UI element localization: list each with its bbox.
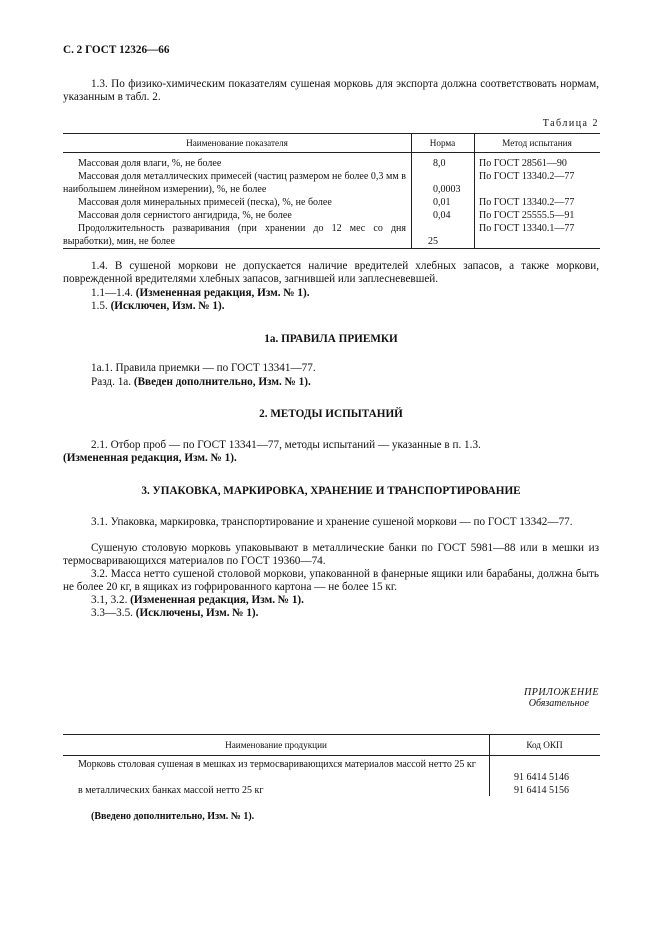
table-2-row-norm: 0,04 (433, 210, 451, 221)
paragraph-1a-1: 1а.1. Правила приемки — по ГОСТ 13341—77. (91, 362, 316, 374)
appendix-row-name: Морковь столовая сушеная в мешках из термосваривающихся материалов массой нетто 25 кг (78, 759, 476, 770)
table-2-row-method: По ГОСТ 13340.1—77 (479, 223, 575, 234)
amendment-section-1a: Разд. 1а. (Введен дополнительно, Изм. № 1). (91, 376, 311, 388)
paragraph-1-3: 1.3. По физико-химическим показателям сушеная морковь для экспорта должна соответствовать нормам, указанным в табл. 2. (63, 78, 599, 103)
paragraph-3-2: 3.2. Масса нетто сушеной столовой моркови, упакованной в фанерные ящики или барабаны, должна быть не более 20 кг, в ящиках из гофрированного картона — не более 15 кг. (63, 568, 599, 593)
amendment-1-1-1-4: 1.1—1.4. (Измененная редакция, Изм. № 1). (91, 287, 310, 299)
table-2-row-name: Массовая доля влаги, %, не более (78, 158, 222, 169)
table-2-row-norm: 0,01 (433, 197, 451, 208)
table-2-row-method: По ГОСТ 28561—90 (479, 158, 567, 169)
paragraph-1-4: 1.4. В сушеной моркови не допускается наличие вредителей хлебных запасов, а также моркови, поврежденной вредителями хлебных запасов, загнившей или заплесневевшей. (63, 260, 599, 285)
table-2-header-name: Наименование показателя (186, 138, 288, 148)
section-2-heading: 2. МЕТОДЫ ИСПЫТАНИЙ (259, 408, 403, 420)
paragraph-3-1: 3.1. Упаковка, маркировка, транспортирование и хранение сушеной моркови — по ГОСТ 13342—77. (91, 516, 573, 528)
section-3-heading: 3. УПАКОВКА, МАРКИРОВКА, ХРАНЕНИЕ И ТРАНСПОРТИРОВАНИЕ (141, 485, 521, 497)
table-2-row-norm: 8,0 (433, 158, 446, 169)
paragraph-2-1: 2.1. Отбор проб — по ГОСТ 13341—77, методы испытаний — указанные в п. 1.3. (91, 439, 481, 451)
table-2-label: Таблица 2 (542, 118, 599, 129)
table-2-header-method: Метод испытания (502, 138, 572, 148)
table-2-row-norm: 25 (428, 236, 438, 247)
amendment-3-1-3-2: 3.1, 3.2. (Измененная редакция, Изм. № 1). (91, 594, 304, 606)
appendix-title: ПРИЛОЖЕНИЕ (524, 687, 599, 698)
table-2-row-norm: 0,0003 (433, 184, 461, 195)
table-2-row-name: Продолжительность разваривания (при хранении до 12 мес со дня выработки), мин, не более (63, 223, 406, 247)
appendix-row-code: 91 6414 5156 (514, 785, 569, 796)
table-2-row-method: По ГОСТ 25555.5—91 (479, 210, 575, 221)
table-2-row-name: Массовая доля металлических примесей (частиц размером не более 0,3 мм в наибольшем линейном измерении), %, не более (63, 171, 406, 195)
appendix-row-name: в металлических банках массой нетто 25 кг (78, 785, 264, 796)
table-2-header-norm: Норма (429, 138, 456, 148)
table-2-row-method: По ГОСТ 13340.2—77 (479, 171, 575, 182)
appendix-subtitle: Обязательное (528, 698, 589, 709)
section-1a-heading: 1а. ПРАВИЛА ПРИЕМКИ (264, 333, 398, 345)
amendment-2-1: (Измененная редакция, Изм. № 1). (63, 452, 237, 464)
amendment-3-3-3-5: 3.3—3.5. (Исключены, Изм. № 1). (91, 607, 259, 619)
table-2-row-method: По ГОСТ 13340.2—77 (479, 197, 575, 208)
appendix-header-code: Код ОКП (526, 740, 563, 750)
page-title: С. 2 ГОСТ 12326—66 (63, 44, 170, 56)
appendix-header-name: Наименование продукции (225, 740, 327, 750)
appendix-amendment-note: (Введено дополнительно, Изм. № 1). (91, 811, 255, 822)
paragraph-3-1-b: Сушеную столовую морковь упаковывают в металлические банки по ГОСТ 5981—88 или в мешки из термосваривающихся материалов по ГОСТ 19360—74. (63, 542, 599, 567)
appendix-row-code: 91 6414 5146 (514, 772, 569, 783)
table-2-row-name: Массовая доля сернистого ангидрида, %, не более (78, 210, 292, 221)
table-2-row-name: Массовая доля минеральных примесей (песка), %, не более (78, 197, 332, 208)
amendment-1-5: 1.5. (Исключен, Изм. № 1). (91, 300, 225, 312)
